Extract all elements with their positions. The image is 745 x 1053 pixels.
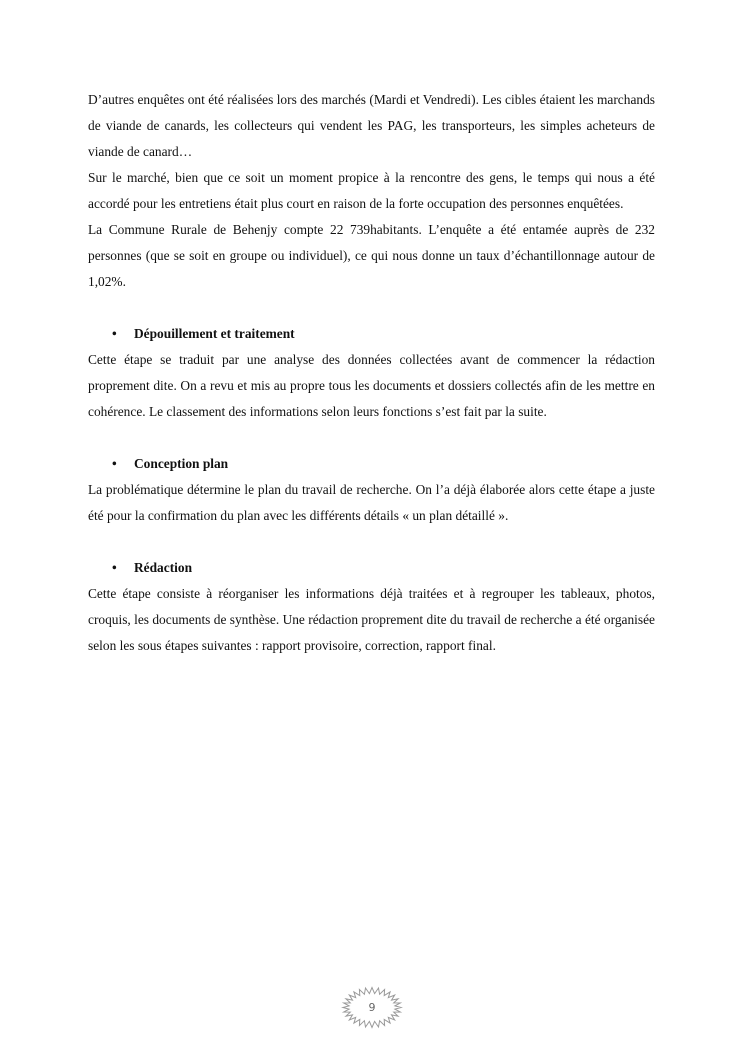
- section-heading-depouillement: [88, 321, 655, 347]
- section-heading-text: Rédaction: [134, 560, 193, 575]
- intro-paragraph-3: La Commune Rurale de Behenjy compte 22 739habitants. L’enquête a été entamée auprès de 232 personnes (que se soit en groupe ou individuel), ce qui nous donne un taux d’échantillonnage autour de 1,02%.: [88, 222, 655, 289]
- spacer: [88, 425, 655, 451]
- page-number: 9: [368, 1001, 376, 1014]
- bullet-icon: •: [112, 456, 117, 471]
- section-heading-conception: [88, 451, 655, 477]
- section-body-conception: La problématique détermine le plan du travail de recherche. On l’a déjà élaborée alors cette étape a juste été pour la confirmation du plan avec les différents détails « un plan détaillé ».: [88, 482, 655, 523]
- bullet-icon: •: [112, 560, 117, 575]
- section-heading-text: Conception plan: [134, 456, 229, 471]
- document-page: [88, 87, 655, 659]
- bullet-icon: •: [112, 326, 117, 341]
- intro-paragraph-2: Sur le marché, bien que ce soit un moment propice à la rencontre des gens, le temps qui nous a été accordé pour les entretiens était plus court en raison de la forte occupation des personnes enquêtées.: [88, 170, 655, 211]
- spacer: [88, 529, 655, 555]
- section-body-redaction: Cette étape consiste à réorganiser les informations déjà traitées et à regrouper les tableaux, photos, croquis, les documents de synthèse. Une rédaction proprement dite du travail de recherche a été organisée selon les sous étapes suivantes : rapport provisoire, correction, rapport final.: [88, 586, 655, 653]
- page-number-badge: [341, 985, 403, 1030]
- section-body-depouillement: Cette étape se traduit par une analyse des données collectées avant de commencer la rédaction proprement dite. On a revu et mis au propre tous les documents et dossiers collectés afin de les mettre en cohérence. Le classement des informations selon leurs fonctions s’est fait par la suite.: [88, 352, 655, 419]
- intro-paragraph-1: D’autres enquêtes ont été réalisées lors des marchés (Mardi et Vendredi). Les cibles étaient les marchands de viande de canards, les collecteurs qui vendent les PAG, les transporteurs, les simples acheteurs de viande de canard…: [88, 92, 655, 159]
- section-heading-text: Dépouillement et traitement: [134, 326, 295, 341]
- spacer: [88, 295, 655, 321]
- section-heading-redaction: [88, 555, 655, 581]
